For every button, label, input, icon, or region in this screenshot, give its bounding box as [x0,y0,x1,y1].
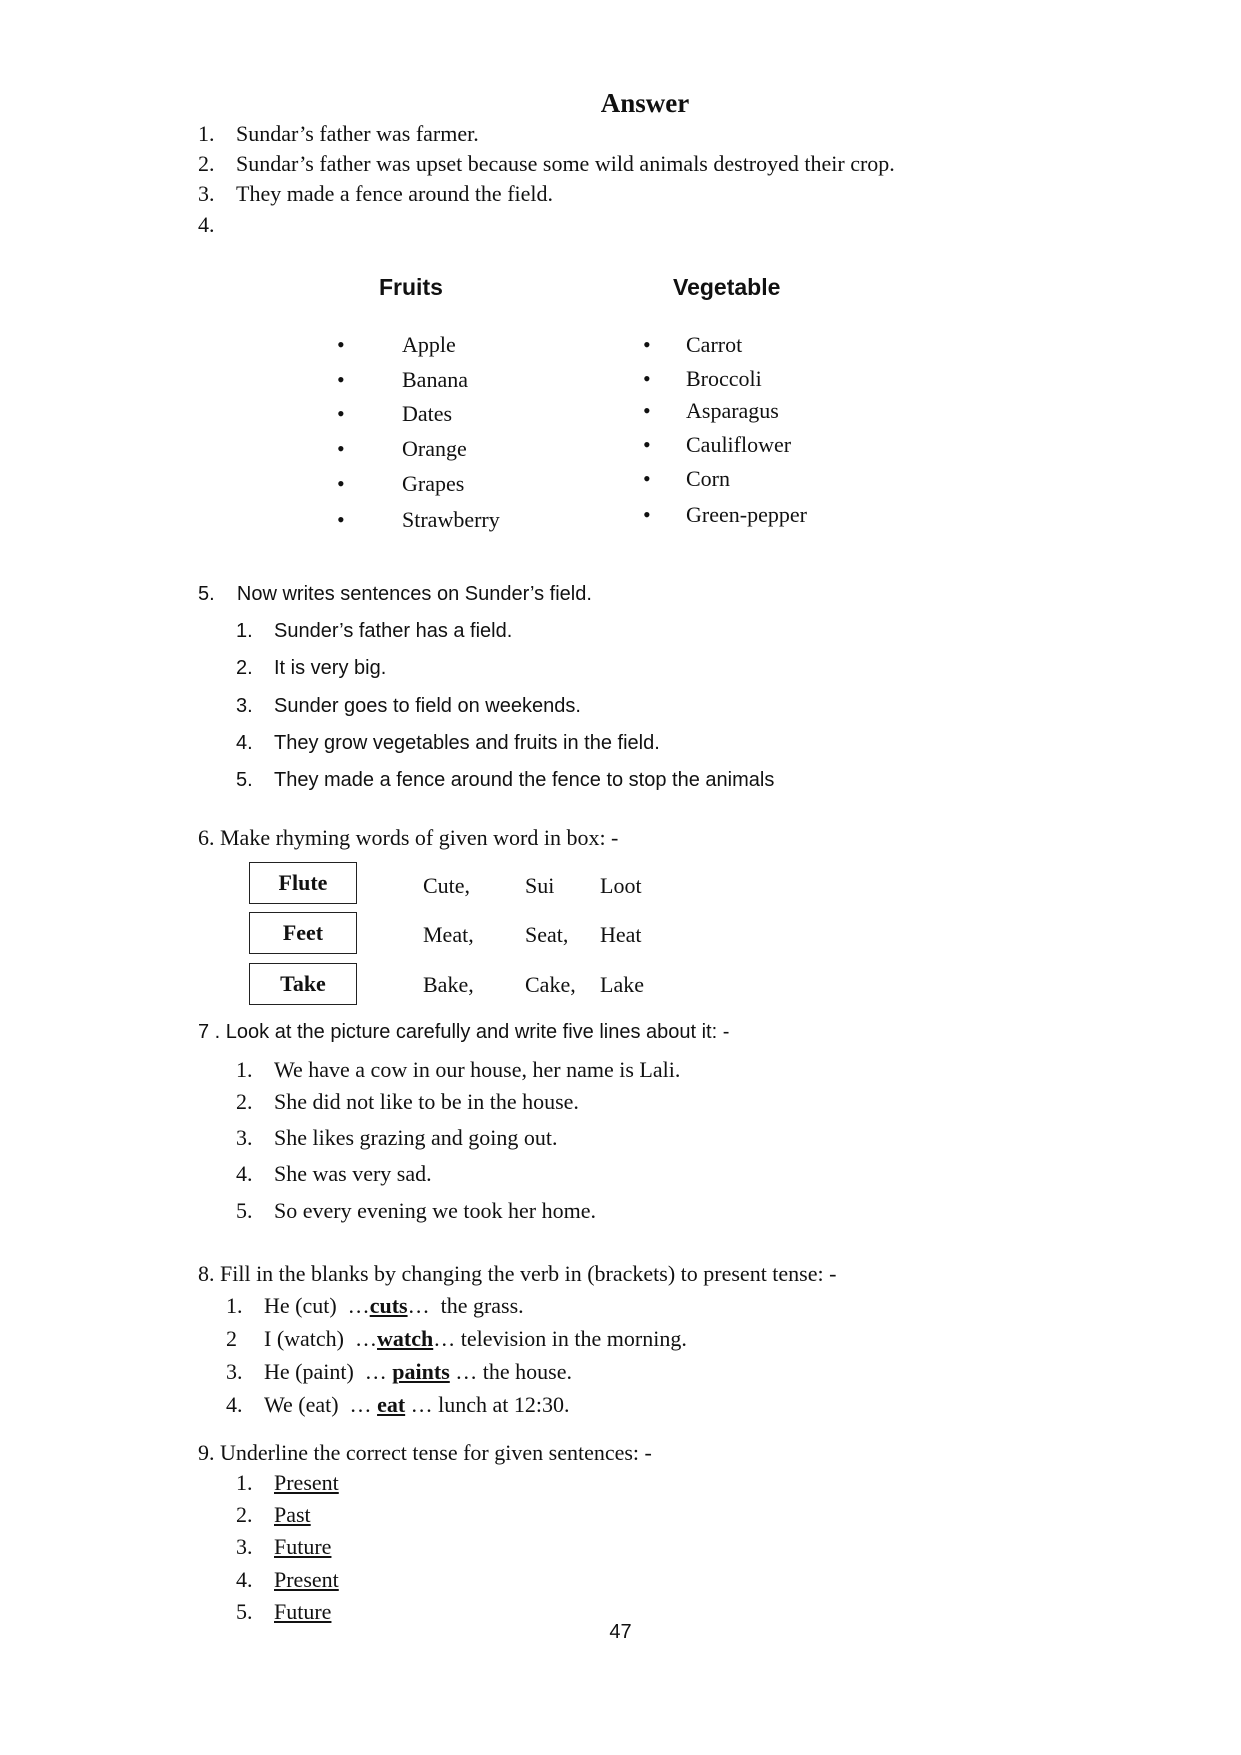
list-item [643,502,651,528]
item-text: We have a cow in our house, her name is Lali. [274,1057,681,1082]
rhyme-word: Lake [600,972,644,997]
bullet-icon: • [643,366,651,391]
list-item [236,695,581,718]
list-item: Strawberry [402,507,500,532]
answer-text: Sundar’s father was farmer. [236,121,479,146]
item-text: He (paint) … [264,1359,393,1384]
list-item: Orange [402,436,467,461]
list-item: Carrot [686,332,743,357]
list-item [236,1089,579,1115]
item-text: We (eat) … [264,1392,378,1417]
page-title: Answer [600,88,690,118]
list-item [236,1502,311,1528]
answer-word: cuts [369,1293,408,1318]
bullet-icon: • [337,471,345,496]
item-text: She likes grazing and going out. [274,1125,558,1150]
item-text: I (watch) … [264,1326,378,1351]
item-number: 4. [236,1161,253,1186]
item-text: … the house. [449,1359,572,1384]
item-text: … lunch at 12:30. [405,1392,570,1417]
list-item: Grapes [402,471,465,496]
list-item [643,466,651,492]
rhyme-box-flute: Flute [249,862,357,904]
list-item: Cauliflower [686,432,792,457]
list-item [643,432,651,458]
list-item [337,507,345,533]
answer-4 [198,212,236,238]
list-item [236,769,774,792]
item-text: Present [274,1567,339,1592]
answer-number: 3. [198,181,215,206]
bullet-icon: • [337,436,345,461]
q8-heading: 8. Fill in the blanks by changing the verb in (brackets) to present tense: - [198,1261,837,1286]
item-number: 1. [226,1293,243,1318]
list-item: Dates [402,401,453,426]
answer-word: paints [392,1359,450,1384]
item-text: He (cut) … [264,1293,370,1318]
item-number: 5. [236,1599,253,1624]
rhyme-word: Cute, [423,873,471,898]
rhyme-box-feet: Feet [249,912,357,954]
list-item [236,1125,558,1151]
list-item [337,436,345,462]
item-text: Future [274,1599,332,1624]
rhyme-word: Bake, [423,972,474,997]
rhyme-word: Sui [525,873,555,898]
list-item: Apple [402,332,456,357]
list-item [226,1326,687,1352]
item-text: She was very sad. [274,1161,432,1186]
item-text: Future [274,1534,332,1559]
list-item: Asparagus [686,398,779,423]
answer-text: They made a fence around the field. [236,181,554,206]
list-item [337,471,345,497]
answer-number: 2. [198,151,215,176]
item-text: So every evening we took her home. [274,1198,596,1223]
item-number: 2. [236,657,253,679]
bullet-icon: • [643,502,651,527]
bullet-icon: • [337,401,345,426]
item-number: 4. [236,1567,253,1592]
list-item [236,657,386,680]
rhyme-word: Cake, [525,972,576,997]
page-number: 47 [609,1621,632,1643]
q5-heading: 5. Now writes sentences on Sunder’s field. [198,583,592,605]
bullet-icon: • [337,367,345,392]
rhyme-word: Loot [600,873,642,898]
list-item [236,732,660,755]
list-item: Corn [686,466,730,491]
bullet-icon: • [643,398,651,423]
list-item [643,398,651,424]
item-text: Sunder goes to field on weekends. [274,695,581,717]
bullet-icon: • [643,432,651,457]
item-number: 1. [236,1470,253,1495]
list-item [337,401,345,427]
bullet-icon: • [643,466,651,491]
answer-text: Sundar’s father was upset because some wild animals destroyed their crop. [236,151,895,176]
answer-word: eat [377,1392,406,1417]
list-item: Broccoli [686,366,762,391]
item-number: 3. [226,1359,243,1384]
item-number: 5. [236,1198,253,1223]
list-item [337,332,345,358]
vegetable-heading: Vegetable [673,274,781,300]
q6-heading: 6. Make rhyming words of given word in box: - [198,825,619,850]
fruits-heading: Fruits [379,274,443,300]
item-text: … television in the morning. [433,1326,687,1351]
answer-1 [198,121,479,147]
list-item [236,620,512,643]
list-item [226,1293,524,1319]
item-number: 4. [226,1392,243,1417]
rhyme-box-take: Take [249,963,357,1005]
item-number: 4. [236,732,253,754]
item-number: 3. [236,1125,253,1150]
item-number: 3. [236,695,253,717]
answer-word: watch [377,1326,434,1351]
answer-number: 4. [198,212,215,237]
item-number: 2. [236,1089,253,1114]
item-number: 1. [236,620,253,642]
list-item [236,1534,331,1560]
rhyme-word: Heat [600,922,642,947]
list-item [236,1567,339,1593]
item-text: It is very big. [274,657,387,679]
item-number: 1. [236,1057,253,1082]
bullet-icon: • [643,332,651,357]
item-text: Present [274,1470,339,1495]
list-item [337,367,345,393]
item-text: She did not like to be in the house. [274,1089,579,1114]
item-text: … the grass. [407,1293,524,1318]
answer-3 [198,181,553,207]
bullet-icon: • [337,332,345,357]
list-item [643,332,651,358]
rhyme-word: Meat, [423,922,474,947]
list-item [226,1392,570,1418]
item-number: 2. [236,1502,253,1527]
list-item [226,1359,572,1385]
q9-heading: 9. Underline the correct tense for given sentences: - [198,1440,652,1465]
answer-number: 1. [198,121,215,146]
item-text: Past [274,1502,311,1527]
list-item: Green-pepper [686,502,807,527]
bullet-icon: • [337,507,345,532]
item-text: Sunder’s father has a field. [274,620,513,642]
list-item [236,1470,339,1496]
item-text: They made a fence around the fence to stop the animals [274,769,775,791]
item-number: 3. [236,1534,253,1559]
list-item [236,1198,596,1224]
item-number: 5. [236,769,253,791]
item-number: 2 [226,1326,237,1351]
rhyme-word: Seat, [525,922,569,947]
list-item: Banana [402,367,468,392]
q7-heading: 7 . Look at the picture carefully and write five lines about it: - [198,1021,730,1043]
list-item [236,1057,680,1083]
answer-2 [198,151,895,177]
item-text: They grow vegetables and fruits in the field. [274,732,660,754]
list-item [236,1161,432,1187]
list-item [643,366,651,392]
